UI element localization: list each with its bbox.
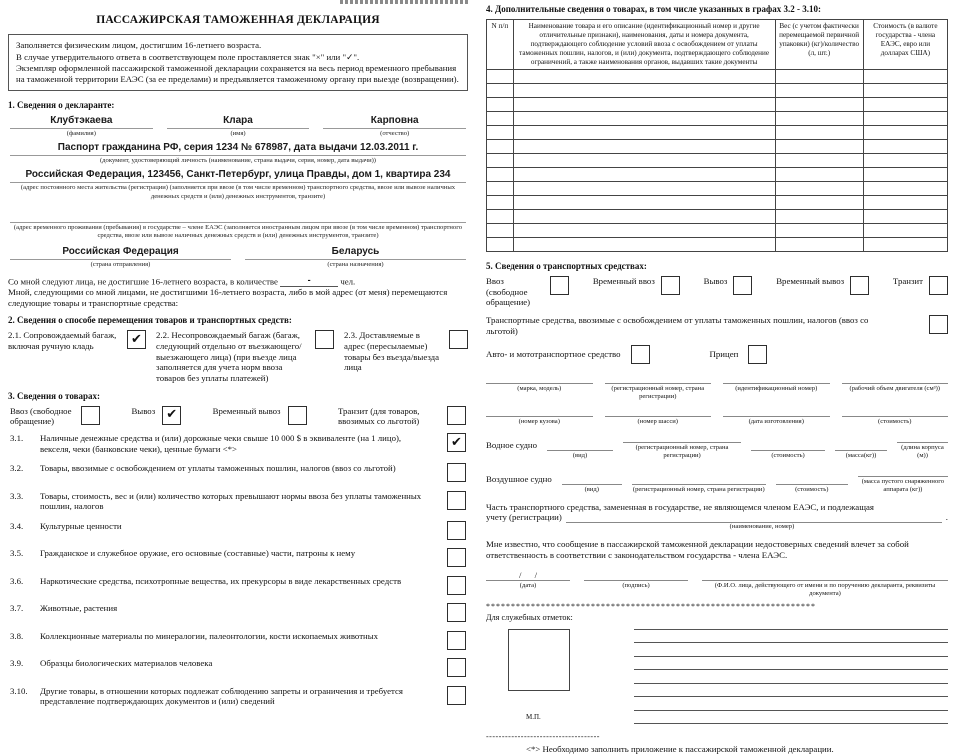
form-title: ПАССАЖИРСКАЯ ТАМОЖЕННАЯ ДЕКЛАРАЦИЯ: [96, 14, 380, 26]
table-cell[interactable]: [775, 69, 863, 83]
chassis-number-caption: (номер шасси): [637, 417, 679, 425]
table-cell[interactable]: [775, 237, 863, 251]
temp-address-value[interactable]: [10, 209, 466, 223]
water-vessel-row: [486, 433, 948, 460]
table-cell[interactable]: [513, 237, 775, 251]
residence-address-value[interactable]: Российская Федерация, 123456, Санкт-Петербург, улица Правды, дом 1, квартира 234: [10, 169, 466, 183]
section4-heading: 4. Дополнительные сведения о товарах, в том числе указанных в графах 3.2 - 3.10:: [486, 4, 821, 14]
representative-fio-caption: (Ф.И.О. лица, действующего от имени и по поручению декларанта, реквизиты документа): [714, 581, 936, 597]
delivered-goods-checkbox[interactable]: [449, 330, 468, 349]
goods-transit-checkbox[interactable]: [447, 406, 466, 425]
service-note-line[interactable]: [634, 657, 948, 671]
vehicle-exempt-label: Транспортные средства, ввозимые с освобождением от уплаты таможенных пошлин, налогов (ввоз со льготой): [486, 315, 869, 336]
table-cell[interactable]: [513, 83, 775, 97]
replaced-part-text-2: учету (регистрации): [486, 512, 562, 523]
goods-export-label: Вывоз: [131, 405, 156, 416]
table-cell[interactable]: [487, 125, 514, 139]
goods-item-3-5: [10, 548, 466, 567]
goods-item-3-10-checkbox[interactable]: [447, 686, 466, 705]
footnote-text: <*> Необходимо заполнить приложение к пассажирской таможенной декларации.: [526, 744, 834, 755]
table-row[interactable]: [487, 153, 948, 167]
vehicle-temp-import-option: [593, 276, 680, 295]
table-cell[interactable]: [863, 223, 947, 237]
goods-item-number: 3.4.: [10, 520, 24, 531]
date-field[interactable]: [486, 570, 570, 598]
service-lines: [634, 613, 948, 724]
engine-volume-caption: (рабочий объем двигателя (см³)): [849, 384, 940, 392]
date-line[interactable]: / /: [486, 570, 570, 582]
goods-item-text: Образцы биологических материалов человека: [40, 658, 213, 669]
manufacture-date-caption: (дата изготовления): [748, 417, 804, 425]
table-cell[interactable]: [775, 153, 863, 167]
table-cell[interactable]: [513, 209, 775, 223]
table-cell[interactable]: [487, 153, 514, 167]
country-from-value[interactable]: Российская Федерация: [10, 246, 231, 260]
patronymic-value[interactable]: Карповна: [323, 115, 466, 129]
goods-item-text: Товары, стоимость, вес и (или) количество которых превышают нормы ввоза без уплаты таможенных пошлин, налогов: [40, 490, 422, 512]
table-cell[interactable]: [513, 223, 775, 237]
table-cell[interactable]: [863, 69, 947, 83]
table-cell[interactable]: [775, 139, 863, 153]
service-marks-label: Для служебных отметок:: [486, 613, 573, 623]
water-type-field[interactable]: (вид): [547, 441, 613, 460]
footnote-separator: ------------------------------------: [486, 732, 600, 742]
service-note-line[interactable]: [634, 616, 948, 630]
table-cell[interactable]: [513, 139, 775, 153]
option-accompanied-baggage-label: 2.1. Сопровождаемый багаж, включая ручную кладь: [8, 330, 117, 351]
goods-item-3-9: [10, 658, 466, 677]
goods-transit-label: Транзит (для товаров, ввозимых со льготой): [337, 405, 420, 427]
table-cell[interactable]: [775, 167, 863, 181]
table-cell[interactable]: [487, 111, 514, 125]
table-cell[interactable]: [513, 195, 775, 209]
vehicle-cost-field[interactable]: [842, 407, 949, 426]
option-accompanied-baggage: [8, 330, 146, 384]
surname-field[interactable]: [10, 115, 153, 138]
intro-line-3: Экземпляр оформленной пассажирской таможенной декларации сохраняется на весь период временного пребывания на таможенной территории ЕАЭС (за ее пределами) и предъявляется таможенному органу при выезде (возвращении).: [16, 63, 459, 85]
goods-item-number: 3.9.: [10, 658, 24, 669]
table-cell[interactable]: [775, 209, 863, 223]
goods-item-3-10: [10, 686, 466, 707]
additional-goods-table: [486, 19, 948, 252]
auto-moto-row: [486, 345, 948, 364]
water-vessel-label: Водное судно: [486, 439, 538, 450]
vehicle-cost-caption: (стоимость): [878, 417, 912, 425]
declarant-name-row: [10, 115, 466, 138]
table-row[interactable]: [487, 181, 948, 195]
table-cell[interactable]: [775, 195, 863, 209]
goods-transit-option: [338, 406, 466, 427]
goods-item-3-2-checkbox[interactable]: [447, 463, 466, 482]
chassis-number-field[interactable]: [605, 407, 712, 426]
reg-number-field[interactable]: [605, 374, 712, 401]
vin-caption: (идентификационный номер): [735, 384, 818, 392]
goods-temp-export-label: Временный вывоз: [212, 405, 281, 416]
goods-item-3-1: [10, 433, 466, 454]
vehicle-temp-export-option: [776, 276, 869, 295]
table-cell[interactable]: [863, 195, 947, 209]
goods-item-number: 3.7.: [10, 603, 24, 614]
goods-item-3-6: [10, 576, 466, 595]
option-delivered-goods: [344, 330, 468, 384]
table-cell[interactable]: [863, 125, 947, 139]
table-cell[interactable]: [863, 139, 947, 153]
option-unaccompanied-baggage-label: 2.2. Несопровождаемый багаж (багаж, следующий отдельно от въезжающего/выезжающего лица) (при въезде лица заполняется для учета норм ввоза товаров без уплаты платежей): [156, 330, 302, 384]
table-cell[interactable]: [513, 125, 775, 139]
vehicle-export-checkbox[interactable]: [733, 276, 752, 295]
firstname-caption: (имя): [230, 130, 246, 138]
goods-item-3-2: [10, 463, 466, 482]
service-note-line[interactable]: [634, 697, 948, 711]
representative-fio-field[interactable]: [702, 570, 948, 598]
body-number-caption: (номер кузова): [518, 417, 560, 425]
intro-notice-box: [8, 34, 468, 91]
goods-item-3-5-checkbox[interactable]: [447, 548, 466, 567]
goods-item-3-7-checkbox[interactable]: [447, 603, 466, 622]
goods-item-text: Наркотические средства, психотропные вещества, их прекурсоры в виде лекарственных средств: [40, 575, 402, 586]
goods-item-number: 3.1.: [10, 433, 24, 444]
patronymic-field[interactable]: [323, 115, 466, 138]
patronymic-caption: (отчество): [380, 130, 410, 138]
table-row[interactable]: [487, 97, 948, 111]
minors-suffix: чел.: [340, 276, 356, 287]
goods-item-text: Животные, растения: [40, 603, 118, 614]
option-delivered-goods-label: 2.3. Доставляемые в адрес (пересылаемые) товары без въезда/выезда лица: [344, 330, 440, 373]
table-cell[interactable]: [513, 97, 775, 111]
air-cost-field[interactable]: (стоимость): [776, 475, 848, 494]
signature-field[interactable]: [584, 570, 688, 598]
table-cell[interactable]: [775, 83, 863, 97]
table-cell[interactable]: [487, 97, 514, 111]
vehicle-transit-checkbox[interactable]: [929, 276, 948, 295]
table-cell[interactable]: [487, 139, 514, 153]
table-row[interactable]: [487, 209, 948, 223]
country-from-field[interactable]: [10, 246, 231, 269]
minors-prefix: Со мной следуют лица, не достигшие 16-летнего возраста, в количестве: [8, 276, 278, 287]
signature-caption: (подпись): [622, 581, 650, 589]
goods-item-number: 3.3.: [10, 490, 24, 501]
table-cell[interactable]: [863, 111, 947, 125]
vehicle-exempt-option: [486, 315, 948, 336]
col-header-weight: Вес (с учетом фактически перемещаемой первичной упаковки) (кг)/количество (л, шт.): [775, 19, 863, 69]
table-cell[interactable]: [863, 181, 947, 195]
service-note-line[interactable]: [634, 643, 948, 657]
temp-address-row: [10, 209, 466, 240]
table-cell[interactable]: [487, 83, 514, 97]
replaced-part-field[interactable]: [566, 513, 942, 523]
option-unaccompanied-baggage: [156, 330, 334, 384]
service-note-line[interactable]: [634, 711, 948, 725]
vehicle-import-option: [486, 276, 569, 308]
service-note-line[interactable]: [634, 630, 948, 644]
goods-item-3-3-checkbox[interactable]: [447, 491, 466, 510]
goods-export-option: [131, 406, 181, 425]
vehicle-temp-import-checkbox[interactable]: [661, 276, 680, 295]
date-caption: (дата): [519, 582, 537, 590]
vehicle-export-label: Вывоз: [703, 275, 728, 286]
table-cell[interactable]: [513, 111, 775, 125]
air-empty-mass-field[interactable]: (масса пустого снаряженного аппарата (кг)): [858, 467, 948, 494]
air-vessel-label: Воздушное судно: [486, 474, 552, 485]
table-cell[interactable]: [775, 97, 863, 111]
stamp-caption: М.П.: [526, 713, 541, 722]
table-cell[interactable]: [487, 181, 514, 195]
manufacture-date-field[interactable]: [723, 407, 830, 426]
table-cell[interactable]: [863, 237, 947, 251]
engine-volume-field[interactable]: [842, 374, 949, 401]
liability-statement: Мне известно, что сообщение в пассажирской таможенной декларации недостоверных сведений влечет за собой ответственность в соответствии с законодательством государства - члена ЕАЭС.: [486, 539, 909, 560]
table-row[interactable]: [487, 69, 948, 83]
surname-value[interactable]: Клубтэкаева: [10, 115, 153, 129]
vehicle-fields-row-1: [486, 374, 948, 401]
table-row[interactable]: [487, 111, 948, 125]
replaced-part-text-1: Часть транспортного средства, замененная в государстве, не являющемся членом ЕАЭС, и подлежащая: [486, 501, 874, 512]
goods-item-3-7: [10, 603, 466, 622]
table-cell[interactable]: [775, 125, 863, 139]
goods-item-text: Товары, ввозимые с освобождением от уплаты таможенных пошлин, налогов (ввоз со льготой): [40, 463, 396, 474]
identity-document-caption: (документ, удостоверяющий личность (наименование, страна выдачи, серия, номер, дата выдачи)): [99, 157, 376, 165]
vehicle-temp-export-checkbox[interactable]: [850, 276, 869, 295]
vehicle-export-option: [704, 276, 753, 295]
goods-item-3-9-checkbox[interactable]: [447, 658, 466, 677]
vehicle-fields-row-2: [486, 407, 948, 426]
water-reg-field[interactable]: (регистрационный номер, страна регистрации): [623, 433, 741, 460]
goods-import-label: Ввоз (свободное обращение): [10, 405, 72, 427]
air-reg-field[interactable]: (регистрационный номер, страна регистрации): [632, 475, 766, 494]
make-model-caption: (марка, модель): [517, 384, 562, 392]
table-header-row: [487, 19, 948, 69]
vehicle-transit-label: Транзит: [892, 275, 923, 286]
water-cost-field[interactable]: (стоимость): [751, 441, 825, 460]
service-marks-block: [486, 613, 948, 724]
countries-row: [10, 246, 466, 269]
goods-item-number: 3.10.: [10, 685, 28, 696]
country-to-caption: (страна назначения): [327, 260, 384, 268]
table-cell[interactable]: [863, 167, 947, 181]
goods-temp-export-option: [213, 406, 307, 425]
goods-item-3-8: [10, 631, 466, 650]
vehicle-import-label: Ввоз (свободное обращение): [486, 275, 531, 308]
goods-item-text: Культурные ценности: [40, 520, 122, 531]
goods-item-3-6-checkbox[interactable]: [447, 576, 466, 595]
water-length-field[interactable]: (длина корпуса (м)): [897, 433, 948, 460]
table-row[interactable]: [487, 83, 948, 97]
water-mass-field[interactable]: (масса(кг)): [835, 441, 887, 460]
intro-line-1: Заполняется физическим лицом, достигшим 16-летнего возраста.: [16, 40, 262, 51]
table-row[interactable]: [487, 223, 948, 237]
table-row[interactable]: [487, 167, 948, 181]
accompanied-baggage-checkbox[interactable]: ✔: [127, 330, 146, 349]
goods-item-3-4: [10, 521, 466, 540]
table-cell[interactable]: [863, 97, 947, 111]
section1-heading: 1. Сведения о декларанте:: [8, 99, 115, 110]
surname-caption: (фамилия): [66, 130, 96, 138]
intro-line-2: В случае утвердительного ответа в соответствующем поле проставляется знак "×" или "✓".: [16, 51, 360, 62]
table-cell[interactable]: [863, 209, 947, 223]
table-cell[interactable]: [513, 69, 775, 83]
make-model-field[interactable]: [486, 374, 593, 401]
body-number-field[interactable]: [486, 407, 593, 426]
goods-temp-export-checkbox[interactable]: [288, 406, 307, 425]
table-cell[interactable]: [775, 223, 863, 237]
replaced-part-block: [486, 502, 948, 531]
goods-item-text: Коллекционные материалы по минералогии, палеонтологии, кости ископаемых животных: [40, 630, 379, 641]
signature-row: [486, 570, 948, 598]
stamp-box: [508, 629, 570, 691]
vehicle-temp-export-label: Временный вывоз: [776, 275, 845, 286]
table-cell[interactable]: [487, 209, 514, 223]
replaced-part-caption: (наименование, номер): [729, 523, 795, 531]
table-cell[interactable]: [487, 237, 514, 251]
col-header-description: Наименование товара и его описание (идентификационный номер и другие отличительные признаки), наименования, даты и номера документа, подтверждающего соблюдение условий ввоза с освобождением от уплаты таможенных пошлин, налогов, и (или) документа, подтверждающего соблюдение ограничений, а также наименования органов, выдавших такие документы: [513, 19, 775, 69]
table-row[interactable]: [487, 125, 948, 139]
country-from-caption: (страна отправления): [90, 260, 151, 268]
table-cell[interactable]: [487, 223, 514, 237]
table-cell[interactable]: [775, 111, 863, 125]
goods-item-number: 3.6.: [10, 575, 24, 586]
goods-export-checkbox[interactable]: ✔: [162, 406, 181, 425]
vehicle-exempt-checkbox[interactable]: [929, 315, 948, 334]
minors-count-field[interactable]: -: [280, 275, 338, 287]
service-note-line[interactable]: [634, 670, 948, 684]
table-cell[interactable]: [863, 153, 947, 167]
table-cell[interactable]: [487, 195, 514, 209]
temp-address-field[interactable]: [10, 209, 466, 240]
col-header-cost: Стоимость (в валюте государства - члена ЕАЭС, евро или долларах США): [863, 19, 947, 69]
goods-import-option: [10, 406, 100, 427]
minors-line: [8, 275, 468, 287]
goods-item-3-4-checkbox[interactable]: [447, 521, 466, 540]
unaccompanied-baggage-checkbox[interactable]: [315, 330, 334, 349]
goods-item-3-1-checkbox[interactable]: ✔: [447, 433, 466, 452]
table-cell[interactable]: [775, 181, 863, 195]
table-row[interactable]: [487, 195, 948, 209]
section2-options: [8, 330, 468, 384]
temp-address-caption: (адрес временного проживания (пребывания) в государстве – члене ЕАЭС (заполняется иностранным лицом при ввозе (в том числе временном) транспортного средства, ввозе или вывозе наличных денежных средств и (или) денежных инструментов, транзите): [13, 223, 463, 239]
section2-heading: 2. Сведения о способе перемещения товаров и транспортных средств:: [8, 315, 292, 326]
vehicle-transit-option: [893, 276, 948, 295]
goods-item-text: Другие товары, в отношении которых подлежат соблюдению запреты и ограничения и требуется представление подтверждающих документов и (или) сведений: [40, 685, 403, 707]
section5-heading: 5. Сведения о транспортных средствах:: [486, 260, 647, 271]
country-to-field[interactable]: [245, 246, 466, 269]
goods-import-checkbox[interactable]: [81, 406, 100, 425]
section3-heading: 3. Сведения о товарах:: [8, 390, 100, 401]
left-column: [0, 0, 478, 744]
clipped-header-text: [340, 0, 468, 4]
firstname-field[interactable]: [167, 115, 310, 138]
firstname-value[interactable]: Клара: [167, 115, 310, 129]
goods-item-text: Наличные денежные средства и (или) дорожные чеки свыше 10 000 $ в эквиваленте (на 1 лицо), векселя, чеки (банковские чеки), ценные бумаги <*>: [40, 433, 402, 454]
goods-table-body: [487, 69, 948, 251]
trailer-label: Прицеп: [709, 348, 739, 359]
residence-address-field[interactable]: [10, 169, 466, 200]
trailer-checkbox[interactable]: [748, 345, 767, 364]
vin-field[interactable]: [723, 374, 830, 401]
vehicle-import-checkbox[interactable]: [550, 276, 569, 295]
residence-address-caption: (адрес постоянного места жительства (регистрации) (заполняется при ввозе (в том числе временном) транспортного средства, ввозе или вывозе наличных денежных средств и (или) денежных инструментов, транзите): [20, 184, 456, 200]
replaced-part-line: учету (регистрации) .: [486, 512, 948, 523]
vehicle-direction-row: [486, 276, 948, 308]
goods-item-text: Гражданское и служебное оружие, его основные (составные) части, патроны к нему: [40, 548, 356, 559]
table-cell[interactable]: [513, 153, 775, 167]
passport-row: [10, 142, 466, 165]
moved-goods-text: Мной, следующими со мной лицами, не достигшими 16-летнего возраста, либо в мой адрес (от меня) перемещаются следующие товары и транспортные средства:: [8, 286, 448, 308]
service-note-line[interactable]: [634, 684, 948, 698]
table-cell[interactable]: [863, 83, 947, 97]
address-row: [10, 169, 466, 200]
country-to-value[interactable]: Беларусь: [245, 246, 466, 260]
goods-item-number: 3.5.: [10, 548, 24, 559]
table-row[interactable]: [487, 237, 948, 251]
goods-item-3-3: [10, 491, 466, 512]
identity-document-value[interactable]: Паспорт гражданина РФ, серия 1234 № 678987, дата выдачи 12.03.2011 г.: [10, 142, 466, 156]
table-cell[interactable]: [513, 167, 775, 181]
goods-direction-row: [10, 406, 466, 427]
auto-moto-label: Авто- и мототранспортное средство: [486, 348, 621, 359]
col-header-number: N п/п: [487, 19, 514, 69]
table-cell[interactable]: [487, 167, 514, 181]
air-type-field[interactable]: (вид): [562, 475, 622, 494]
table-row[interactable]: [487, 139, 948, 153]
goods-item-number: 3.2.: [10, 463, 24, 474]
goods-item-number: 3.8.: [10, 630, 24, 641]
auto-moto-checkbox[interactable]: [631, 345, 650, 364]
asterisk-separator: ******************************************************************: [486, 601, 816, 611]
service-marks-left: [486, 613, 618, 724]
table-cell[interactable]: [487, 69, 514, 83]
vehicle-temp-import-label: Временный ввоз: [592, 275, 655, 286]
table-cell[interactable]: [513, 181, 775, 195]
reg-number-caption: (регистрационный номер, страна регистрации): [611, 384, 705, 400]
goods-item-3-8-checkbox[interactable]: [447, 631, 466, 650]
air-vessel-row: [486, 467, 948, 494]
right-column: [478, 0, 960, 755]
identity-document-field[interactable]: [10, 142, 466, 165]
